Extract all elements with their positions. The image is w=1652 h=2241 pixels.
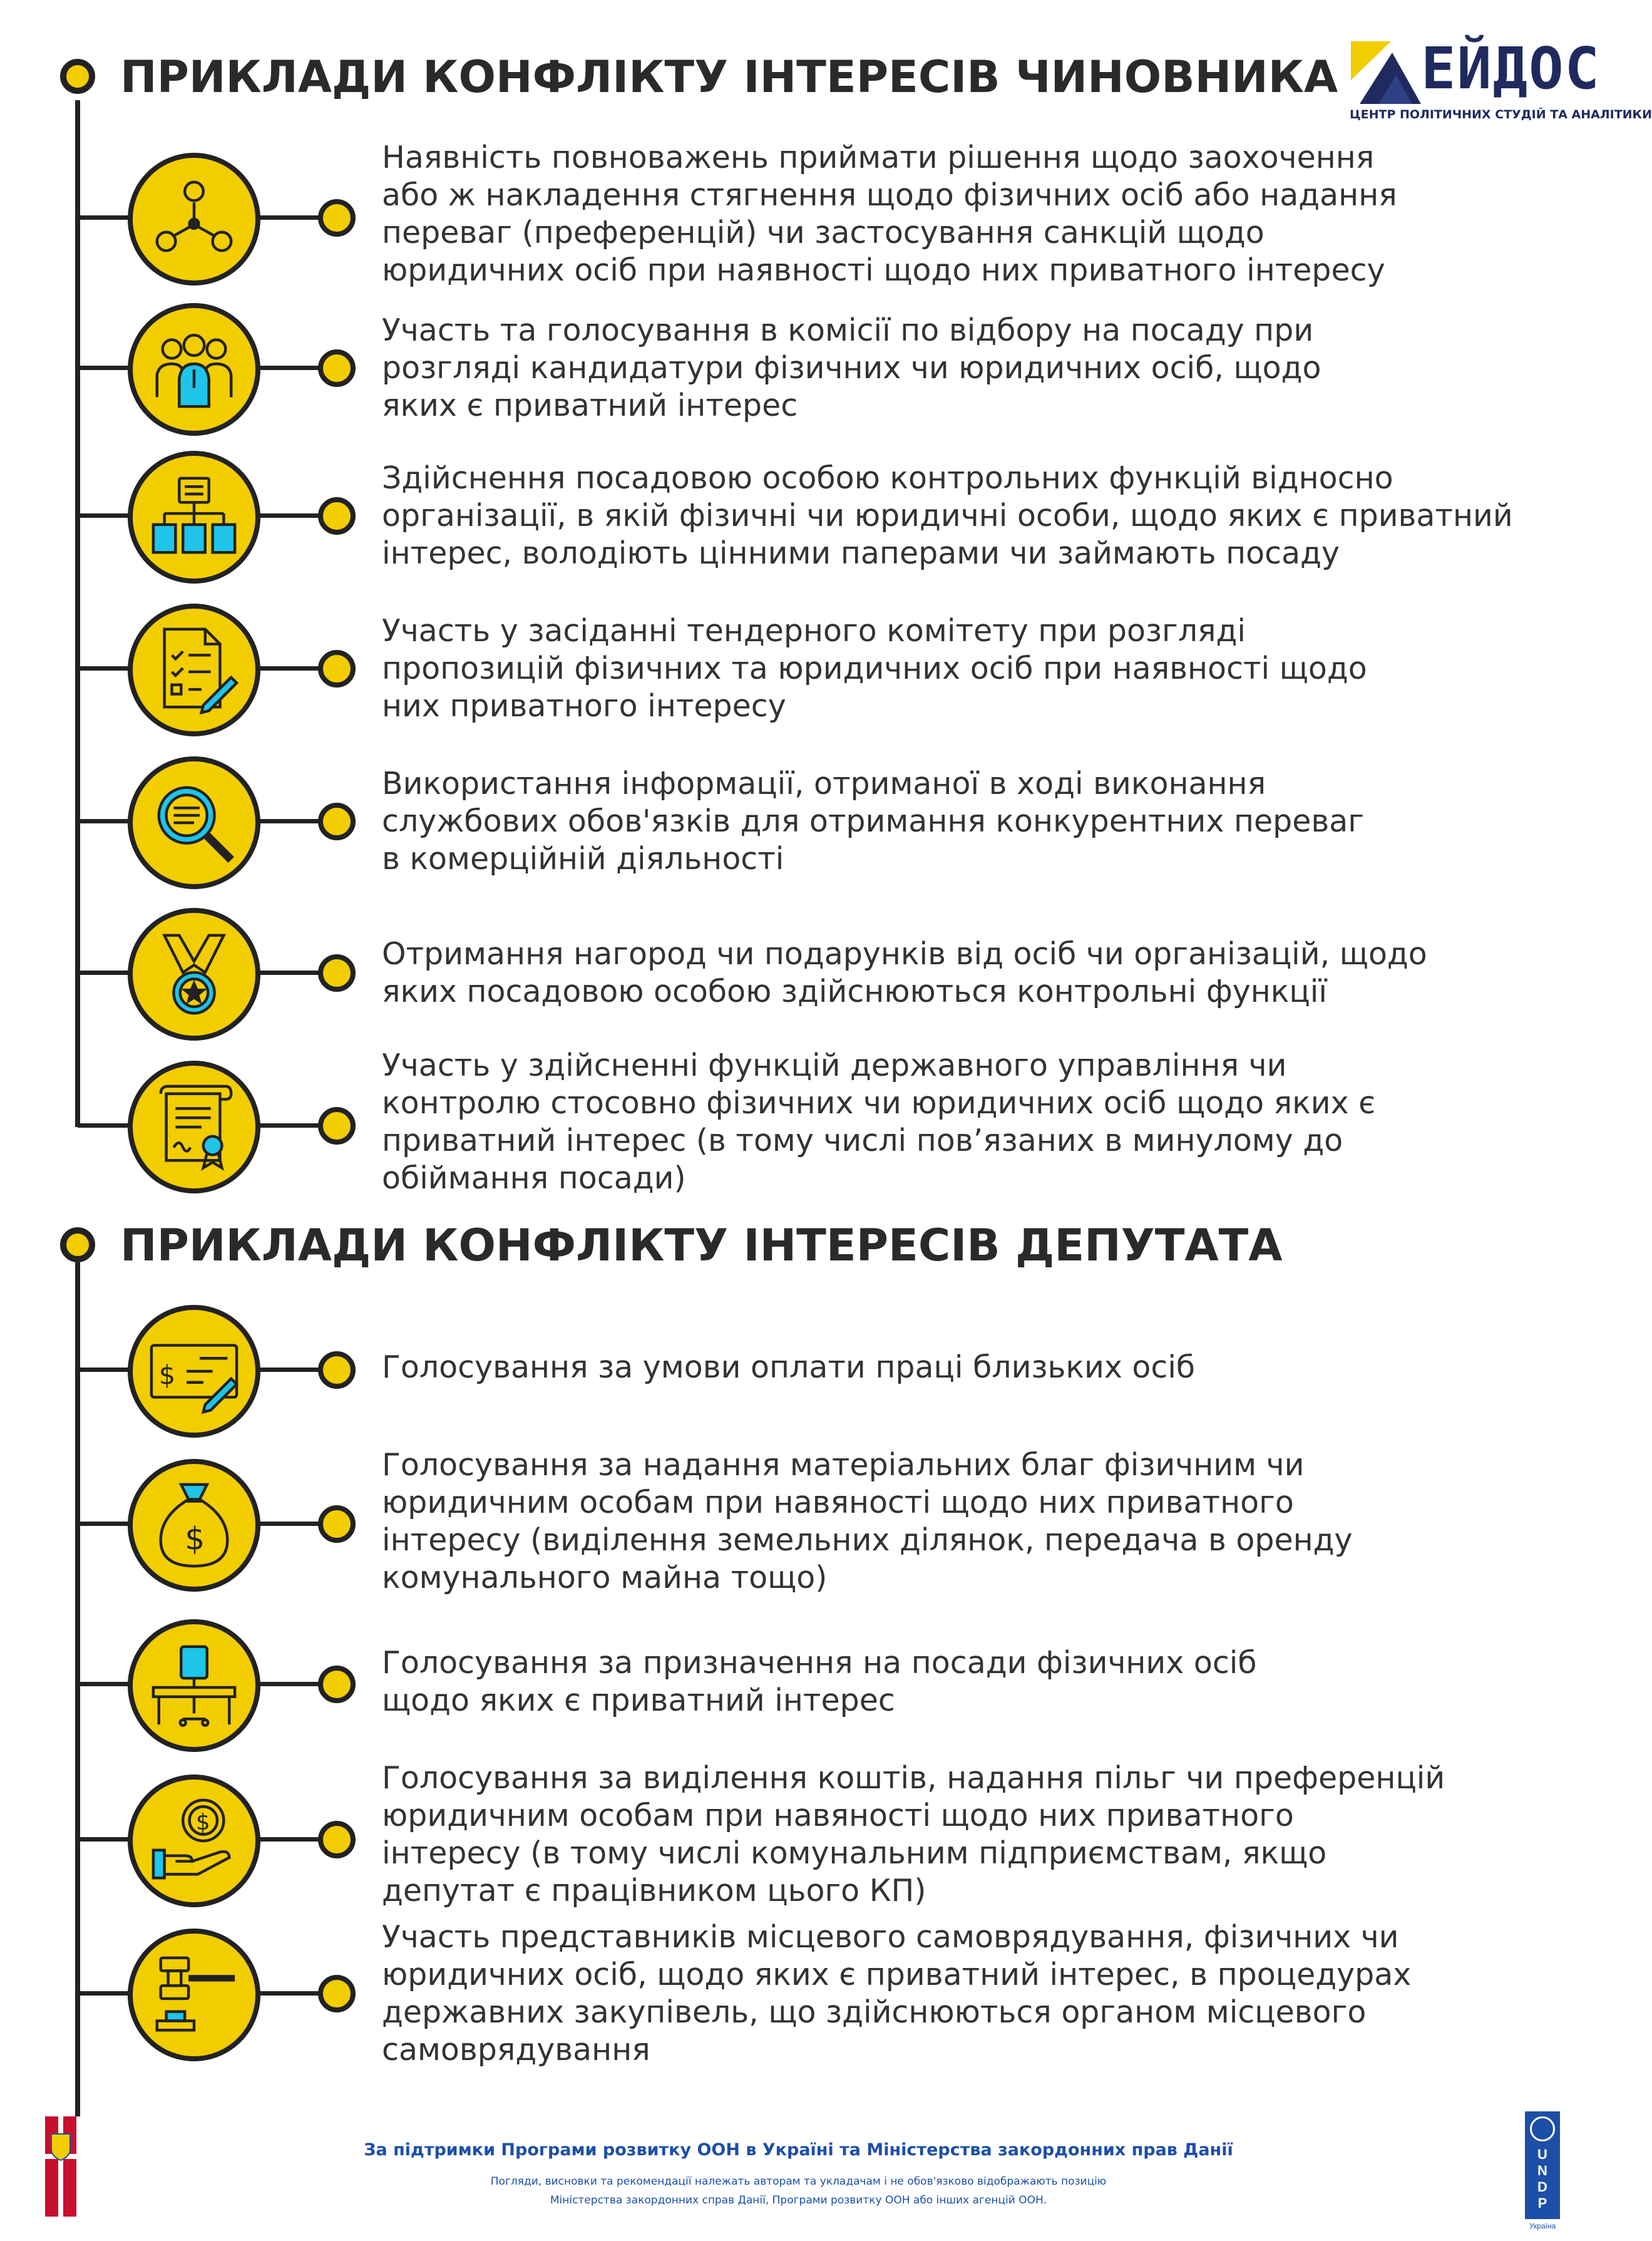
undp-caption: Україна — [1529, 2222, 1556, 2230]
item-icon-circle — [128, 1305, 260, 1438]
item-text: Участь у здійсненні функцій державного управління чи контролю стосовно фізичних чи юридичних осіб щодо яких є приватний інтерес (в тому числі пов’язаних в минулому до обіймання посади) — [382, 1048, 1376, 1196]
undp-letter: D — [1537, 2179, 1547, 2195]
svg-text:$: $ — [195, 1810, 210, 1836]
item-dot — [318, 1975, 356, 2012]
item-dot — [318, 650, 356, 688]
undp-letter: P — [1537, 2195, 1547, 2211]
item-text: Голосування за призначення на посади фізичних осіб щодо яких є приватний інтерес — [382, 1645, 1257, 1718]
section-2-title: ПРИКЛАДИ КОНФЛІКТУ ІНТЕРЕСІВ ДЕПУТАТА — [120, 1220, 1283, 1271]
money-bag-icon — [148, 1479, 240, 1572]
undp-letter: N — [1537, 2163, 1547, 2178]
item-text: Голосування за надання матеріальних благ фізичним чи юридичним особам при навяності щодо них приватного інтересу (виділення земельних ділянок, передача в оренду комунального майна тощо) — [382, 1447, 1353, 1595]
eidos-logo-subtitle: ЦЕНТР ПОЛІТИЧНИХ СТУДІЙ ТА АНАЛІТИКИ — [1350, 108, 1652, 121]
item-icon-circle — [128, 303, 260, 436]
medal-icon — [148, 928, 240, 1021]
item-dot — [318, 954, 356, 992]
item-dot — [318, 349, 356, 387]
item-dot — [318, 803, 356, 840]
item-dot — [318, 1505, 356, 1543]
hand-coin-icon — [148, 1795, 240, 1887]
item-text: Участь представників місцевого самоврядування, фізичних чи юридичних осіб, щодо яких є приватний інтерес, в процедурах державних закупівель, що здійснюються органом місцевого самоврядування — [382, 1919, 1412, 2068]
item-icon-circle — [128, 1619, 260, 1752]
footer-note-line-1: Погляди, висновки та рекомендації належать авторам та укладачам і не обов'язково відображають позицію — [490, 2175, 1107, 2188]
item-text: Голосування за умови оплати праці близьких осіб — [382, 1349, 1196, 1385]
item-text: Участь у засіданні тендерного комітету при розгляді пропозицій фізичних та юридичних осіб при наявності щодо них приватного інтересу — [382, 613, 1367, 724]
committee-people-icon — [148, 323, 240, 416]
cheque-icon — [148, 1325, 240, 1418]
item-text: Голосування за виділення коштів, надання пільг чи преференцій юридичним особам при навяності щодо них приватного інтересу (в тому числі комунальним підприємствам, якщо депутат є працівником цього КП) — [382, 1760, 1445, 1909]
section-2-marker — [60, 1227, 95, 1262]
people-network-icon — [148, 173, 240, 265]
timeline-line-2 — [75, 1259, 80, 2116]
item-icon-circle — [128, 153, 260, 286]
item-icon-circle — [128, 1775, 260, 1907]
item-icon-circle — [128, 1929, 260, 2061]
undp-logo-emblem — [1530, 2116, 1555, 2141]
magnifier-icon — [148, 776, 240, 869]
eidos-logo-name: ЕЙДОС — [1421, 35, 1601, 102]
item-text: Використання інформації, отриманої в ході виконання службових обов'язків для отримання конкурентних переваг в комерційній діяльності — [382, 766, 1365, 877]
section-1-title: ПРИКЛАДИ КОНФЛІКТУ ІНТЕРЕСІВ ЧИНОВНИКА — [120, 51, 1338, 103]
item-dot — [318, 1821, 356, 1858]
item-icon-circle — [128, 604, 260, 736]
item-icon-circle — [128, 908, 260, 1041]
svg-text:$: $ — [185, 1520, 205, 1557]
footer-support-text: За підтримки Програми розвитку ООН в Україні та Міністерства закордонних прав Данії — [364, 2140, 1233, 2160]
item-dot — [318, 1107, 356, 1145]
undp-letter: U — [1537, 2146, 1547, 2162]
item-dot — [318, 1351, 356, 1389]
item-text: Наявність повноважень приймати рішення щодо заохочення або ж накладення стягнення щодо фізичних осіб або надання переваг (преференцій) чи застосування санкцій щодо юридичних осіб при наявності щодо них приватного інтересу — [382, 140, 1397, 288]
footer-note-line-2: Міністерства закордонних справ Данії, Програми розвитку ООН або інших агенцій ООН. — [550, 2194, 1047, 2207]
checklist-document-icon — [148, 624, 240, 716]
item-dot — [318, 497, 356, 535]
org-chart-icon — [148, 471, 240, 564]
eidos-logo — [1347, 35, 1652, 121]
item-icon-circle — [128, 1061, 260, 1193]
item-icon-circle — [128, 756, 260, 889]
certificate-scroll-icon — [148, 1081, 240, 1173]
item-text: Участь та голосування в комісії по відбору на посаду при розгляді кандидатури фізичних чи юридичних осіб, щодо яких є приватний інтерес — [382, 312, 1321, 423]
eidos-logo-mark — [1347, 39, 1422, 108]
item-text: Здійснення посадовою особою контрольних функцій відносно організації, в якій фізичні чи юридичні особи, щодо яких є приватний інтерес, володіють цінними паперами чи займають посаду — [382, 460, 1513, 571]
gavel-icon — [148, 1949, 240, 2041]
item-icon-circle — [128, 451, 260, 584]
item-dot — [318, 199, 356, 237]
item-text: Отримання нагород чи подарунків від осіб чи організацій, щодо яких посадовою особою здійснюються контрольні функції — [382, 936, 1427, 1009]
svg-text:$: $ — [158, 1360, 176, 1391]
item-dot — [318, 1666, 356, 1703]
office-chair-desk-icon — [148, 1639, 240, 1732]
section-1-marker — [60, 59, 95, 94]
item-icon-circle — [128, 1459, 260, 1592]
undp-logo — [1525, 2111, 1560, 2219]
